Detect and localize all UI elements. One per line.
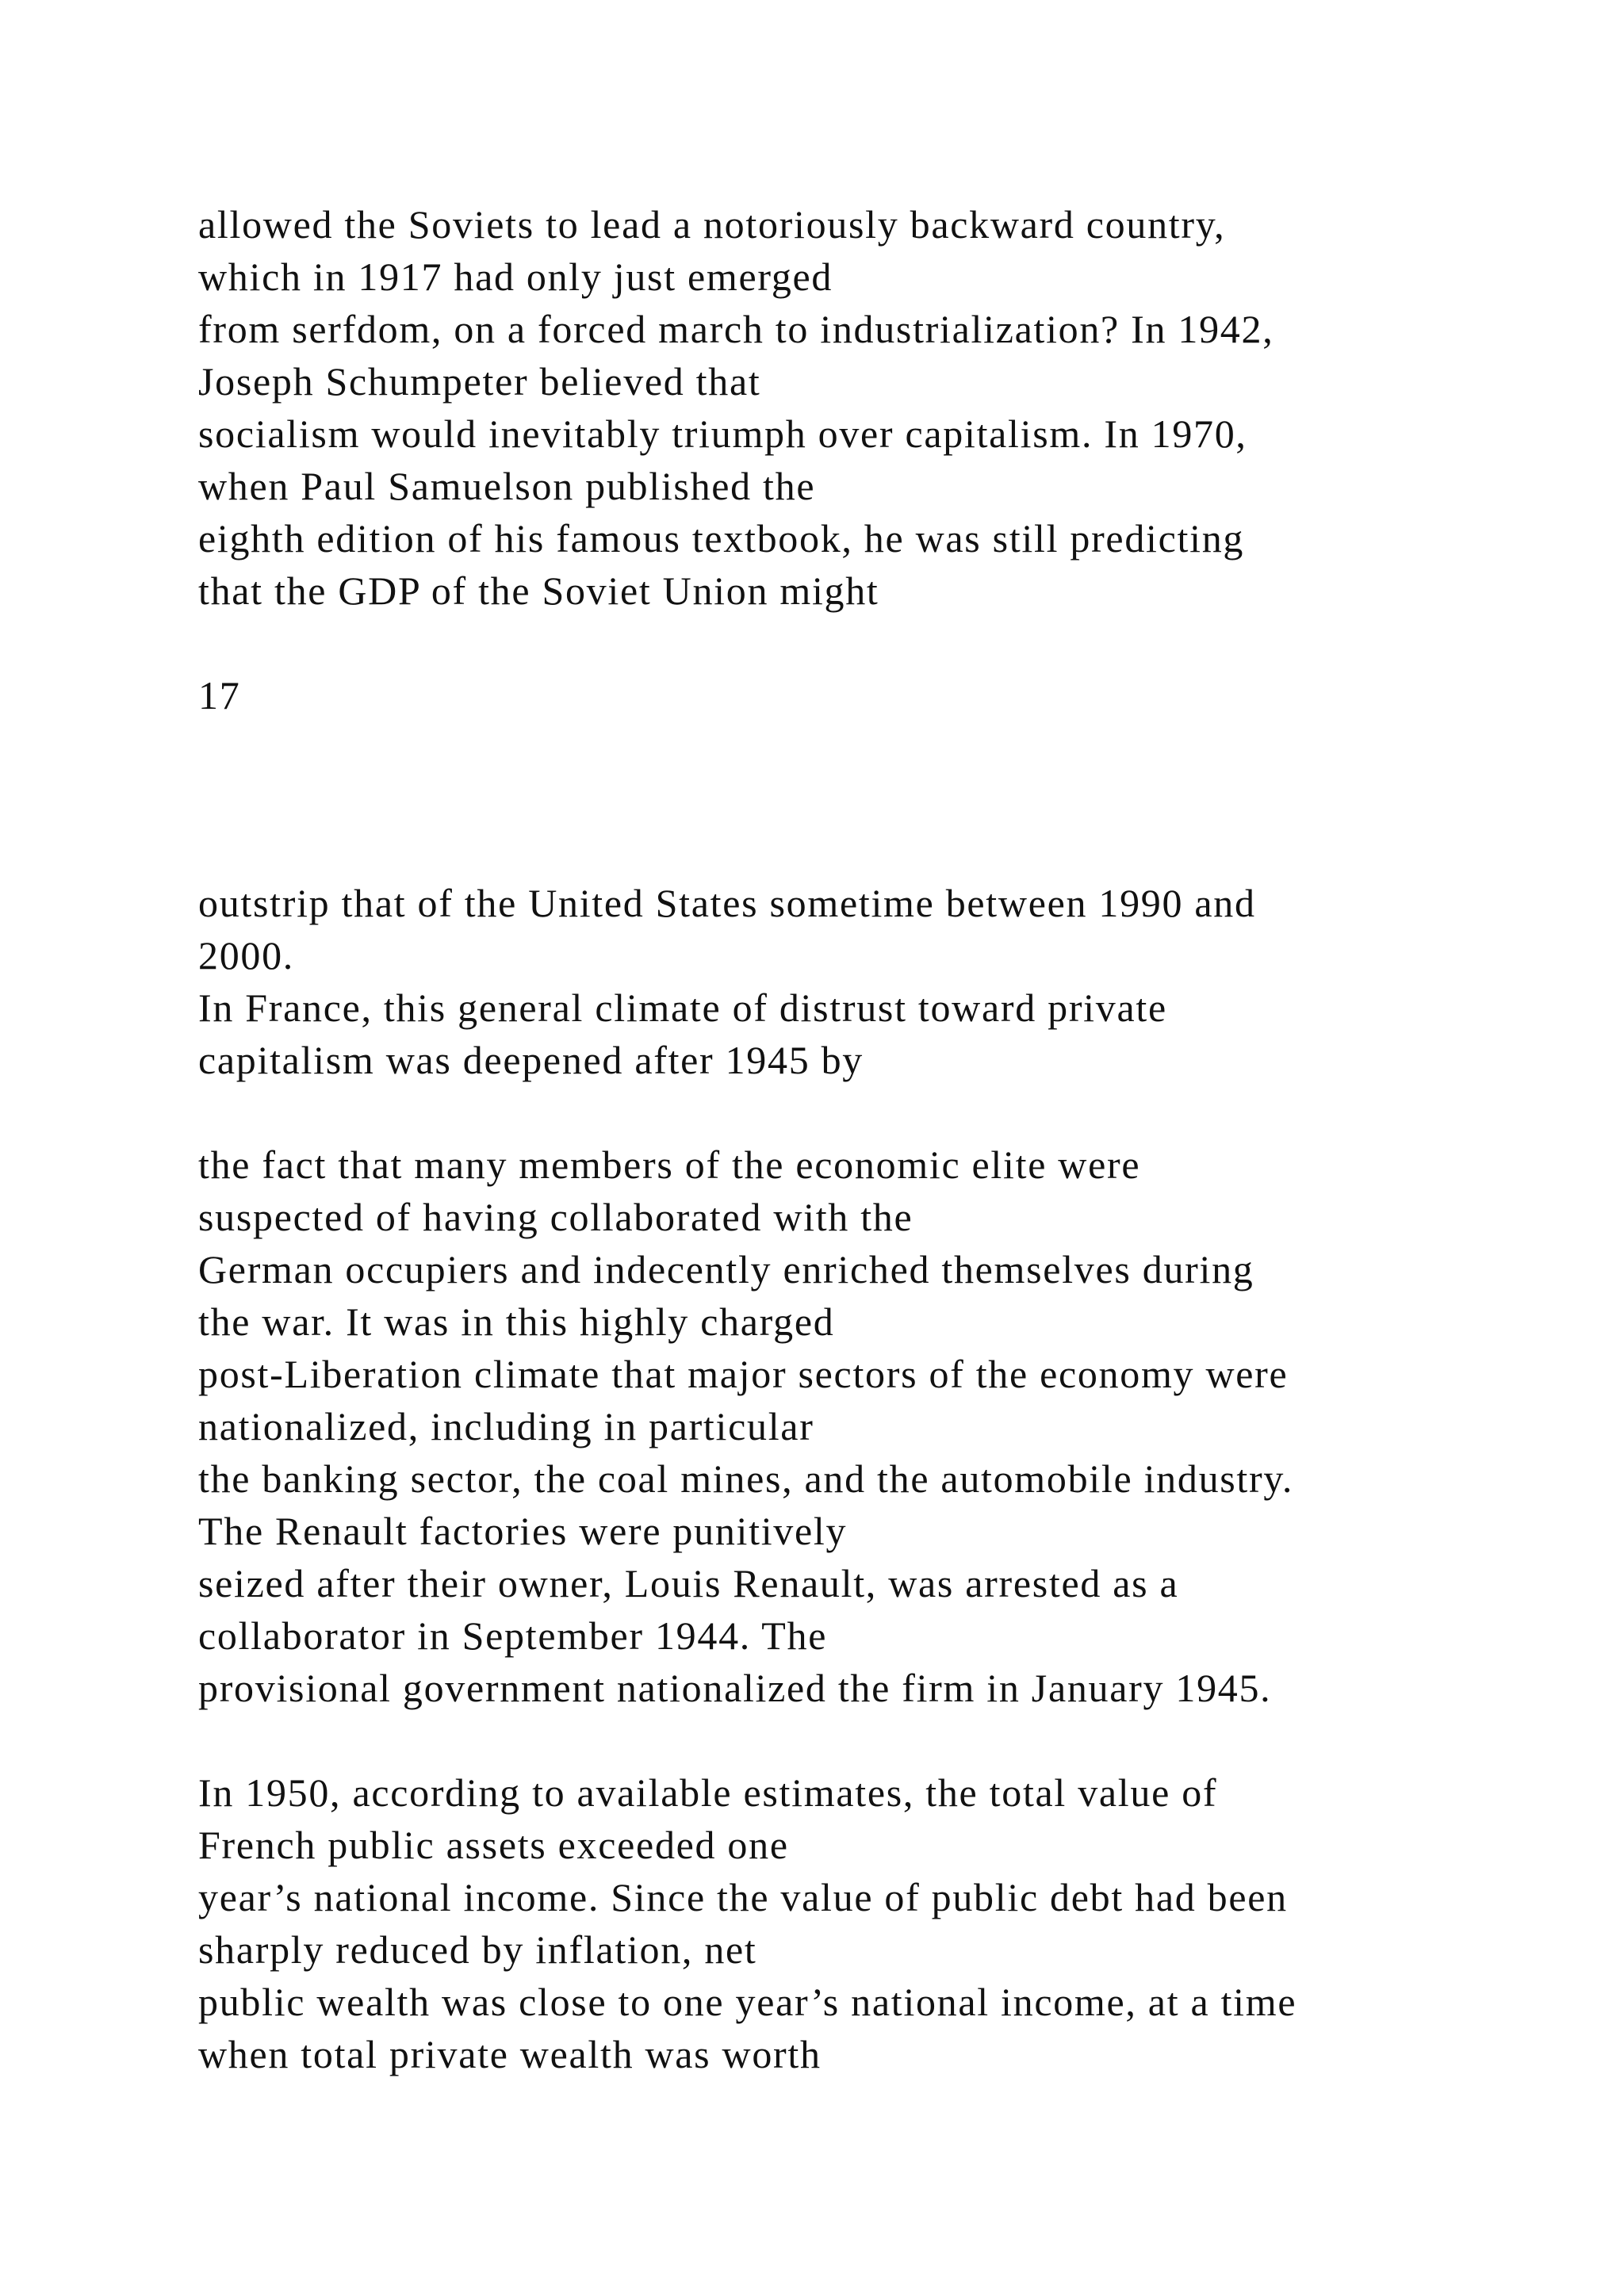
text-line: 2000. (198, 933, 294, 978)
text-line: allowed the Soviets to lead a notoriously backward country, (198, 202, 1226, 247)
text-line: Joseph Schumpeter believed that (198, 359, 761, 404)
text-line: collaborator in September 1944. The (198, 1613, 828, 1658)
text-line: when Paul Samuelson published the (198, 464, 816, 508)
text-line: In 1950, according to available estimates, the total value of (198, 1770, 1218, 1815)
text-line: that the GDP of the Soviet Union might (198, 568, 879, 613)
text-line: capitalism was deepened after 1945 by (198, 1038, 864, 1082)
text-line: socialism would inevitably triumph over capitalism. In 1970, (198, 411, 1247, 456)
text-line: The Renault factories were punitively (198, 1509, 848, 1553)
text-line: outstrip that of the United States sometime between 1990 and (198, 881, 1256, 925)
text-line: from serfdom, on a forced march to industrialization? In 1942, (198, 307, 1274, 351)
text-line: eighth edition of his famous textbook, he was still predicting (198, 516, 1245, 561)
text-line: suspected of having collaborated with the (198, 1195, 914, 1239)
text-line: when total private wealth was worth (198, 2032, 822, 2076)
text-line: German occupiers and indecently enriched themselves during (198, 1247, 1254, 1292)
text-line: year’s national income. Since the value of public debt had been (198, 1875, 1288, 1919)
text-line: the banking sector, the coal mines, and the automobile industry. (198, 1456, 1294, 1501)
text-line: public wealth was close to one year’s national income, at a time (198, 1980, 1297, 2024)
text-line: the fact that many members of the economic elite were (198, 1142, 1141, 1187)
text-line: post-Liberation climate that major sectors of the economy were (198, 1352, 1289, 1396)
text-line: nationalized, including in particular (198, 1404, 814, 1448)
text-line: which in 1917 had only just emerged (198, 254, 833, 299)
text-line: French public assets exceeded one (198, 1823, 789, 1867)
text-line: seized after their owner, Louis Renault, was arrested as a (198, 1561, 1179, 1605)
text-line: In France, this general climate of distrust toward private (198, 985, 1167, 1030)
text-line: provisional government nationalized the firm in January 1945. (198, 1666, 1272, 1710)
text-line: the war. It was in this highly charged (198, 1299, 835, 1344)
page-number: 17 (198, 673, 241, 718)
text-line: sharply reduced by inflation, net (198, 1927, 757, 1972)
